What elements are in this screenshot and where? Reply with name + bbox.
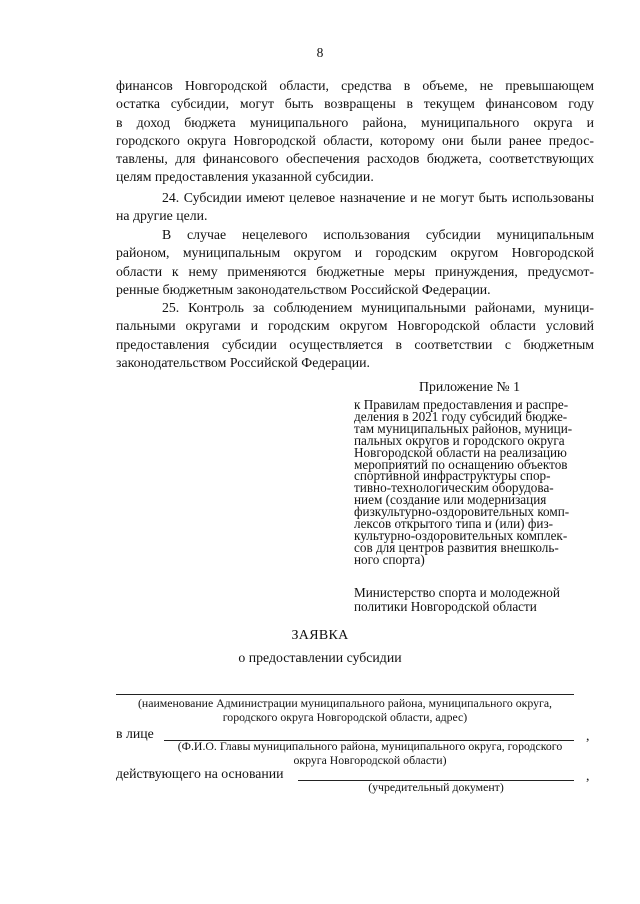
text-line: законодательством Российской Федерации. <box>116 354 370 370</box>
text-line: В случае нецелевого использования субсидии муниципальным <box>162 227 594 242</box>
in-person-label: в лице <box>116 726 154 741</box>
text-line: предоставления субсидии осуществляется в соответствии с бюджетным <box>116 336 594 352</box>
text-line: мероприятий по оснащению объектов <box>354 456 568 472</box>
text-line: в доход бюджета муниципального района, муниципального округа и <box>116 114 594 130</box>
text-line: 24. Субсидии имеют целевое назначение и не могут быть использованы <box>162 190 594 205</box>
text-line: тавлены, для финансового обеспечения расходов бюджета, соответствующих <box>116 151 594 167</box>
text-line: спортивной инфраструктуры спор- <box>354 468 551 484</box>
text-line: пальными округами и городским округом Новгородской области условий <box>116 318 594 334</box>
admin-name-line <box>116 694 574 695</box>
text-line: на другие цели. <box>116 208 208 224</box>
text-line: тивно-технологическим оборудова- <box>354 480 554 496</box>
text-line: ного спорта) <box>354 551 425 567</box>
text-line: районом, муниципальным округом и городским округом Новгородской <box>116 245 594 261</box>
paragraph-24 <box>116 189 594 226</box>
appendix-title: Приложение № 1 <box>419 379 521 394</box>
text-line: там муниципальных районов, муници- <box>354 420 573 436</box>
hint-line: городского округа Новгородской области, адрес) <box>222 709 468 724</box>
text-line: ренные бюджетным законодательством Российской Федерации. <box>116 281 491 297</box>
hint-line: (наименование Администрации муниципального района, муниципального округа, <box>137 696 553 710</box>
text-line: политики Новгородской области <box>354 598 537 614</box>
text-line: деления в 2021 году субсидий бюдже- <box>354 408 568 424</box>
head-name-hint <box>150 740 590 767</box>
paragraph-continuation <box>116 77 594 187</box>
admin-name-hint <box>100 697 590 724</box>
text-line: области к нему применяются бюджетные меры принуждения, предусмот- <box>116 263 594 279</box>
comma: , <box>586 728 590 743</box>
text-line: нием (создание или модернизация <box>354 492 547 508</box>
paragraph-25 <box>116 299 594 372</box>
text-line: лексов открытого типа и (или) физ- <box>354 516 554 532</box>
text-line: сов для центров развития внешколь- <box>354 539 559 555</box>
text-line: финансов Новгородской области, средства в объеме, не превышающем <box>116 78 594 93</box>
text-line: городского округа Новгородской области, которому они были ранее предос- <box>116 132 594 148</box>
text-line: Новгородской области на реализацию <box>354 444 567 460</box>
addressee <box>354 586 604 613</box>
text-line: Министерство спорта и молодежной <box>354 585 560 600</box>
hint-line: (Ф.И.О. Главы муниципального района, муниципального округа, городского <box>177 739 563 753</box>
text-line: 25. Контроль за соблюдением муниципальными районами, муници- <box>162 300 594 315</box>
text-line: физкультурно-оздоровительных комп- <box>354 504 570 520</box>
acting-basis-label: действующего на основании <box>116 766 284 781</box>
paragraph-misuse <box>116 226 594 299</box>
form-heading: ЗАЯВКА <box>291 628 349 643</box>
text-line: целям предоставления указанной субсидии. <box>116 169 374 185</box>
founding-document-hint: (учредительный документ) <box>368 780 504 794</box>
appendix-text <box>354 399 598 566</box>
form-subheading: о предоставлении субсидии <box>238 650 402 665</box>
comma: , <box>586 768 590 783</box>
page-number: 8 <box>316 45 324 60</box>
hint-line: округа Новгородской области) <box>293 752 447 767</box>
text-line: культурно-оздоровительных комплек- <box>354 527 568 543</box>
text-line: пальных округов и городского округа <box>354 432 565 448</box>
text-line: к Правилам предоставления и распре- <box>354 397 569 412</box>
text-line: остатка субсидии, могут быть возвращены в текущем финансовом году <box>116 96 594 112</box>
